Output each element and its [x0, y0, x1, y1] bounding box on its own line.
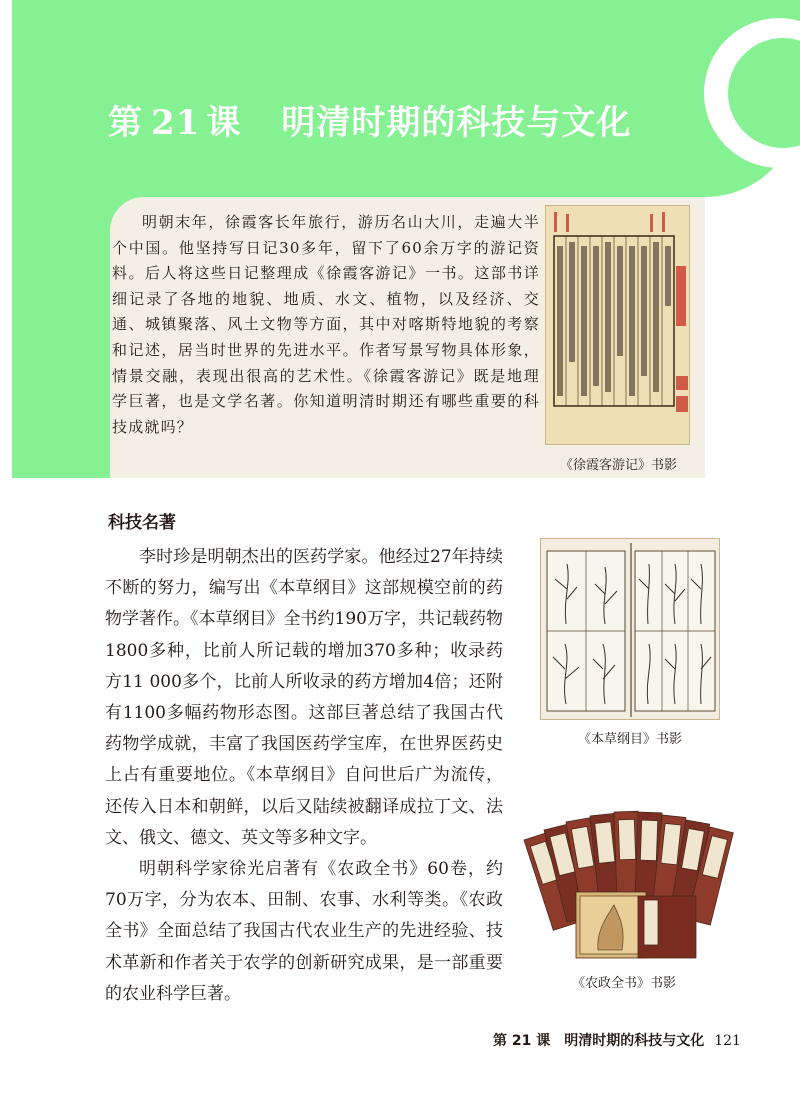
intro-paragraph: 明朝末年，徐霞客长年旅行，游历名山大川，走遍大半个中国。他坚持写日记30多年，留下了60余万字的游记资料。后人将这些日记整理成《徐霞客游记》一书。这部书详细记录了各地的地貌、地质、水文、植物，以及经济、交通、城镇聚落、风土文物等方面，其中对喀斯特地貌的考察和记述，居当时世界的先进水平。作者写景写物具体形象，情景交融，表现出很高的艺术性。《徐霞客游记》既是地理学巨著，也是文学名著。你知道明清时期还有哪些重要的科技成就吗？	[112, 213, 540, 436]
bencao-gangmu-image	[540, 538, 720, 720]
nongzheng-quanshu-illustration	[518, 800, 763, 962]
lesson-title	[108, 95, 631, 145]
page-number: 121	[714, 1033, 741, 1049]
page-footer	[493, 1030, 741, 1050]
lesson-number: 21	[151, 103, 201, 143]
xu-xiake-caption: 《徐霞客游记》书影	[560, 458, 678, 473]
nongzheng-caption: 《农政全书》书影	[572, 976, 677, 991]
paragraph-nongzheng: 明朝科学家徐光启著有《农政全书》60卷，约70万字，分为农本、田制、农事、水利等类。《农政全书》全面总结了我国古代农业生产的先进经验、技术革新和作者关于农学的创新研究成果，是一部重要的农业科学巨著。	[105, 859, 503, 1004]
paragraph-bencao: 李时珍是明朝杰出的医药学家。他经过27年持续不断的努力，编写出《本草纲目》这部规模空前的药物学著作。《本草纲目》全书约190万字，共记载药物1800多种，比前人所记载的增加370多种；收录药方11 000多个，比前人所收录的药方增加4倍；还附有1100多幅药物形态图。这部巨著总结了我国古代药物学成就，丰富了我国医药学宝库，在世界医药史上占有重要地位。《本草纲目》自问世后广为流传，还传入日本和朝鲜，以后又陆续被翻译成拉丁文、法文、俄文、德文、英文等多种文字。	[105, 547, 503, 848]
bencao-caption: 《本草纲目》书影	[578, 732, 683, 747]
footer-lesson-label: 第 21 课 明清时期的科技与文化	[493, 1033, 705, 1049]
xu-xiake-book-image	[545, 205, 690, 445]
lesson-prefix: 第	[108, 103, 143, 143]
lesson-unit: 课	[206, 103, 242, 143]
nongzheng-quanshu-image	[518, 800, 763, 962]
xu-xiake-book-illustration	[546, 206, 690, 445]
lesson-name: 明清时期的科技与文化	[281, 103, 632, 143]
section-heading: 科技名著	[108, 513, 176, 533]
bencao-gangmu-illustration	[541, 539, 720, 720]
